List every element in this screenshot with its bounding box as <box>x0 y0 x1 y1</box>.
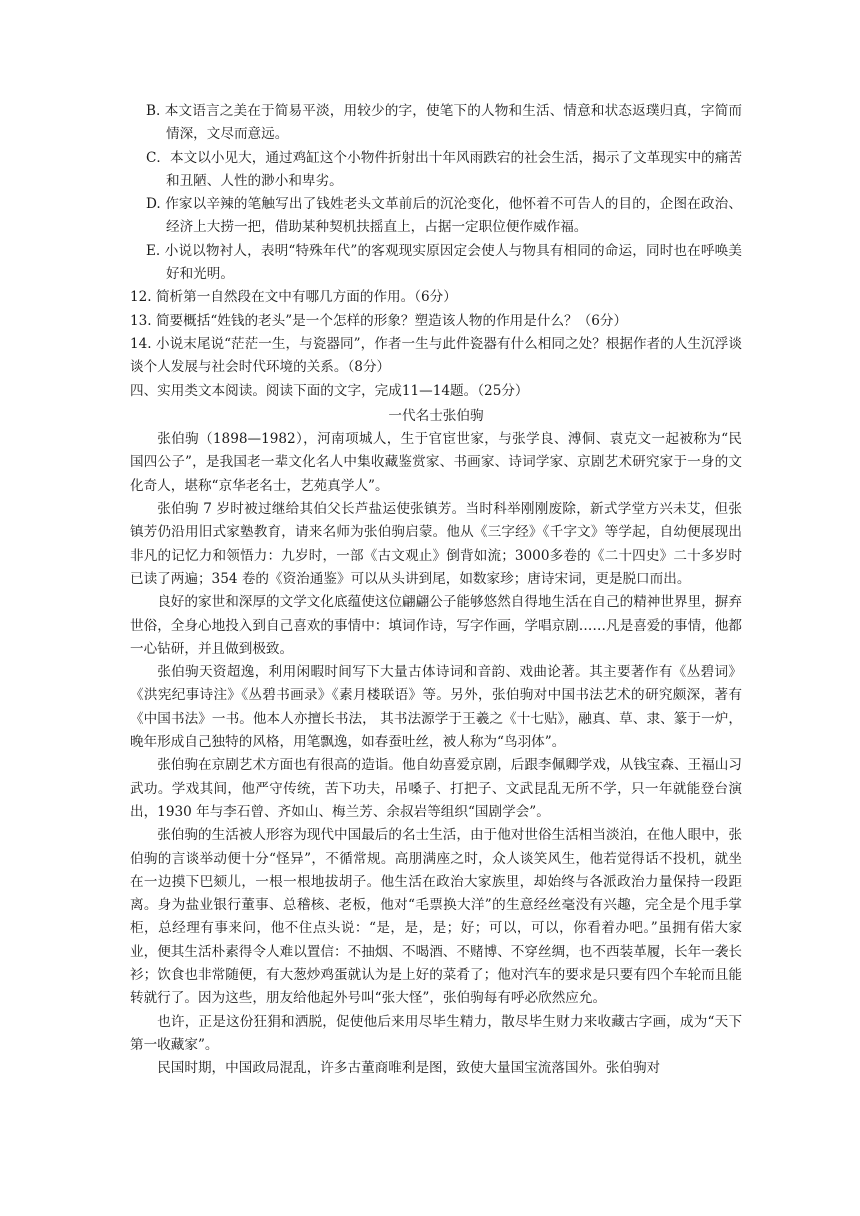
article-paragraph: 良好的家世和深厚的文学文化底蕴使这位翩翩公子能够悠然自得地生活在自己的精神世界里，摒弃世俗，全身心地投入到自己喜欢的事情中：填词作诗，写字作画，学唱京剧……凡是喜爱的事情，他都一心钻研，并且做到极致。 <box>130 594 742 657</box>
article-title: 一代名士张伯驹 <box>388 407 484 424</box>
article-paragraph: 张伯驹在京剧艺术方面也有很高的造诣。他自幼喜爱京剧，后跟李佩卿学戏，从钱宝森、王福山习武功。学戏其间，他严守传统，苦下功夫，吊嗓子、打把子、文武昆乱无所不学，只一年就能登台演出，1930 年与李石曾、齐如山、梅兰芳、余叔岩等组织“国剧学会”。 <box>130 757 742 820</box>
article-paragraph: 张伯驹 7 岁时被过继给其伯父长芦盐运使张镇芳。当时科举刚刚废除，新式学堂方兴未艾，但张镇芳仍沿用旧式家塾教育，请来名师为张伯驹启蒙。他从《三字经》《千字文》等学起，自幼便展现出非凡的记忆力和领悟力：九岁时，一部《古文观止》倒背如流；3000多卷的《二十四史》二十多岁时已读了两遍；354 卷的《资治通鉴》可以从头讲到尾，如数家珍；唐诗宋词，更是脱口而出。 <box>130 501 742 587</box>
article-paragraph: 张伯驹（1898—1982），河南项城人，生于官宦世家，与张学良、溥侗、袁克文一起被称为“民国四公子”，是我国老一辈文化名人中集收藏鉴赏家、书画家、诗词学家、京剧艺术研究家于一身的文化奇人，堪称“京华老名士，艺苑真学人”。 <box>130 431 742 494</box>
answer-option-c: C．本文以小见大，通过鸡缸这个小物件折射出十年风雨跌宕的社会生活，揭示了文革现实中的痛苦和丑陋、人性的渺小和卑劣。 <box>146 149 742 189</box>
article-paragraph: 张伯驹天资超逸，利用闲暇时间写下大量古体诗词和音韵、戏曲论著。其主要著作有《丛碧词》《洪宪纪事诗注》《丛碧书画录》《素月楼联语》等。另外，张伯驹对中国书法艺术的研究颇深，著有《中国书法》一书。他本人亦擅长书法， 其书法源学于王羲之《十七贴》，融真、草、隶、篆于一炉，晚年形成自己独特的风格，用笔飘逸，如春蚕吐丝，被人称为“鸟羽体”。 <box>130 664 742 751</box>
article-paragraph: 也许，正是这份狂狷和洒脱，促使他后来用尽毕生精力，散尽毕生财力来收藏古字画，成为“天下第一收藏家”。 <box>130 1013 742 1053</box>
document-content <box>130 100 742 1080</box>
question-13: 13. 简要概括“姓钱的老头”是一个怎样的形象？塑造该人物的作用是什么？（6分） <box>130 312 628 329</box>
article-paragraph: 张伯驹的生活被人形容为现代中国最后的名士生活，由于他对世俗生活相当淡泊，在他人眼中，张伯驹的言谈举动便十分“怪异”，不循常规。高朋满座之时，众人谈笑风生，他若觉得话不投机，就坐在一边摸下巴颏儿，一根一根地拔胡子。他生活在政治大家族里，却始终与各派政治力量保持一段距离。身为盐业银行董事、总稽核、老板，他对“毛票换大洋”的生意经丝毫没有兴趣，完全是个甩手掌柜，总经理有事来问，他不住点头说：“是，是，是；好；可以，可以，你看着办吧。”虽拥有偌大家业，便其生活朴素得令人难以置信：不抽烟、不喝酒、不赌博、不穿丝绸，也不西装革履，长年一袭长衫；饮食也非常随便，有大葱炒鸡蛋就认为是上好的菜肴了；他对汽车的要求是只要有四个车轮而且能转就行了。因为这些，朋友给他起外号叫“张大怪”，张伯驹每有呼必欣然应允。 <box>130 827 742 1007</box>
question-12: 12. 简析第一自然段在文中有哪几方面的作用。（6分） <box>130 289 457 306</box>
answer-option-d: D. 作家以辛辣的笔触写出了钱姓老头文革前后的沉沦变化，他怀着不可告人的目的，企图在政治、经济上大捞一把，借助某种契机扶摇直上，占据一定职位便作威作福。 <box>146 196 742 236</box>
question-14: 14. 小说末尾说“茫茫一生，与瓷器同”，作者一生与此件瓷器有什么相同之处？根据作者的人生沉浮谈谈个人发展与社会时代环境的关系。（8分） <box>130 335 742 376</box>
article-paragraph: 民国时期，中国政局混乱，许多古董商唯利是图，致使大量国宝流落国外。张伯驹对 <box>157 1060 661 1077</box>
answer-option-b: B. 本文语言之美在于简易平淡，用较少的字，使笔下的人物和生活、情意和状态返璞归真，字简而情深，文尽而意远。 <box>146 103 742 143</box>
answer-option-e: E. 小说以物衬人，表明“特殊年代”的客观现实原因定会使人与物具有相同的命运，同时也在呼唤美好和光明。 <box>146 242 742 283</box>
section-heading: 四、实用类文本阅读。阅读下面的文字，完成11—14题。（25分） <box>130 382 529 399</box>
